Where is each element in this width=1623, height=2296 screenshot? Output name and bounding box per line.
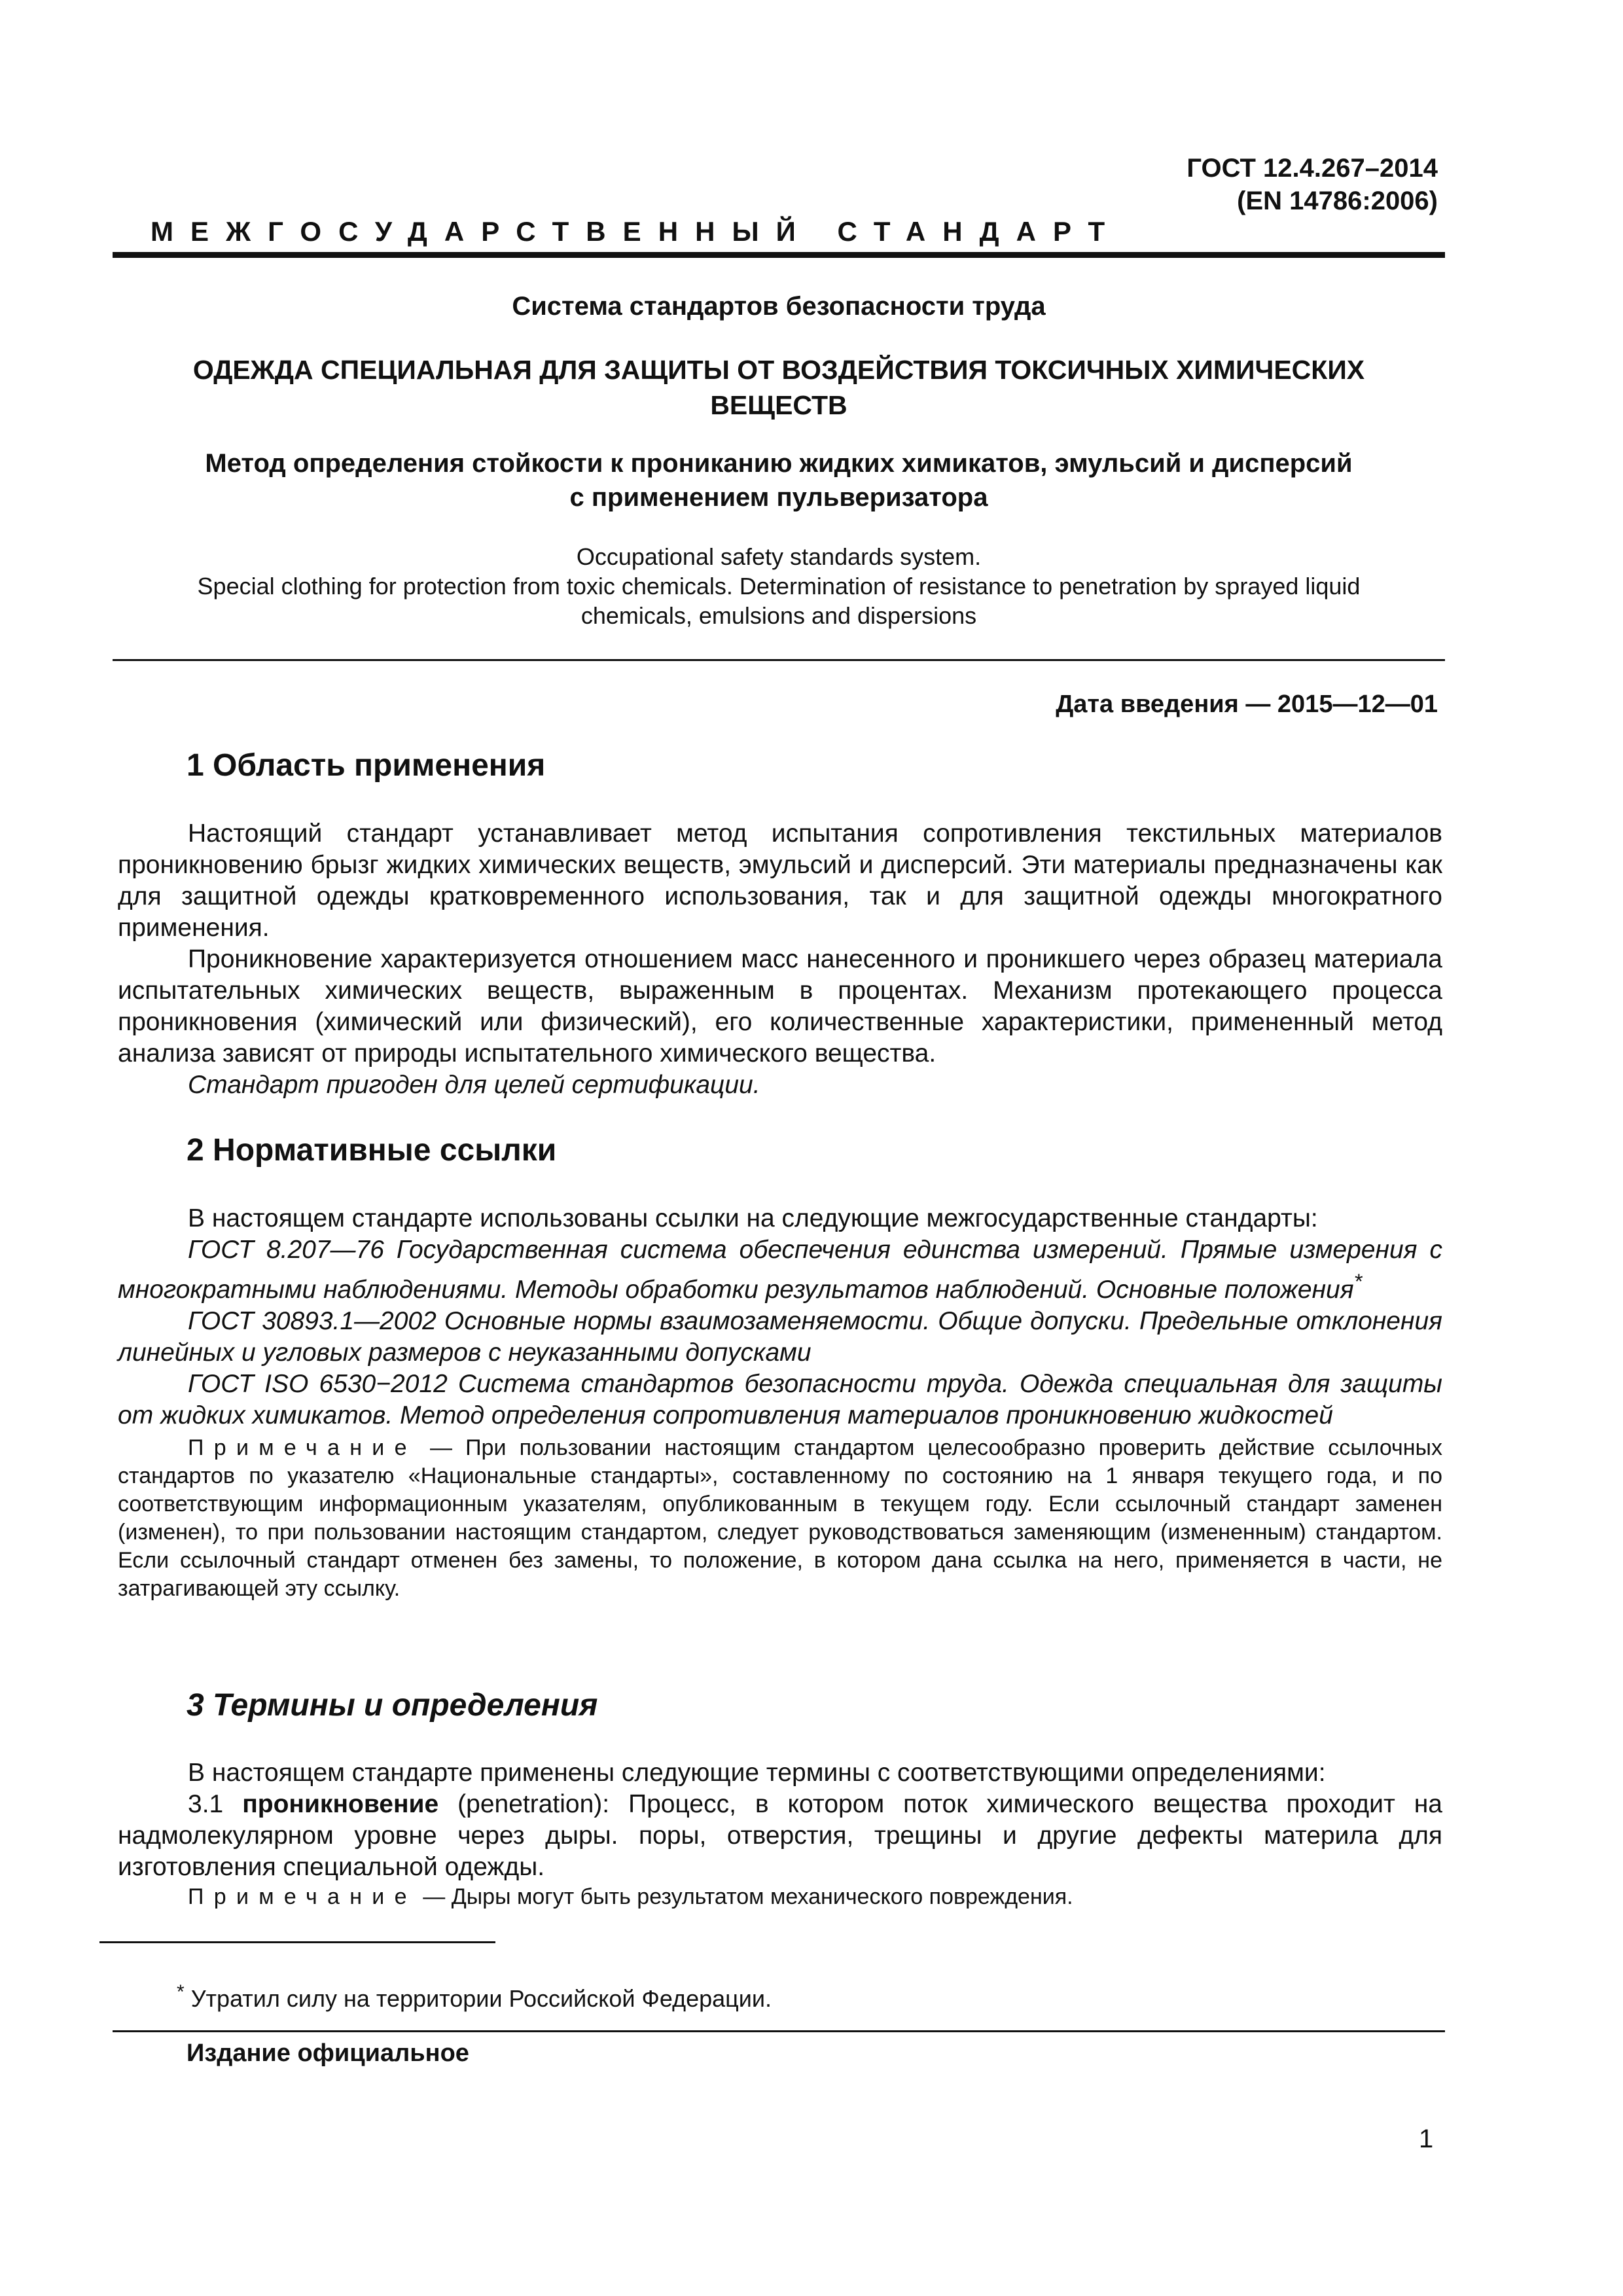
english-title-line3: chemicals, emulsions and dispersions (580, 602, 977, 629)
section-heading-scope: 1 Область применения (187, 748, 546, 783)
scope-paragraph-2: Проникновение характеризуется отношением масс нанесенного и проникшего через образец материала испытательных химических веществ, выраженным в процентах. Механизм протекающего процесса проникновения (химический или физический), его количественные характеристики, примененный метод анализа зависят от природы испытательного химического вещества. (118, 945, 1442, 1067)
title-rule (113, 659, 1445, 661)
english-title-line1: Occupational safety standards system. (576, 543, 982, 570)
document-number: ГОСТ 12.4.267–2014 (1186, 154, 1438, 183)
system-title: Система стандартов безопасности труда (512, 292, 1046, 321)
english-title (113, 542, 1445, 630)
section-scope-body (118, 818, 1442, 1101)
note-label: Примечание (188, 1884, 417, 1909)
footnote-mark: * (177, 1981, 185, 2003)
reference-gost-8-207 (118, 1234, 1442, 1306)
references-intro: В настоящем стандарте использованы ссылки на следующие межгосударственные стандарты: (188, 1204, 1318, 1232)
term-3-1 (118, 1789, 1442, 1883)
method-title-line1: Метод определения стойкости к прониканию жидких химикатов, эмульсий и дисперсий (205, 449, 1353, 478)
section-heading-terms: 3 Термины и определения (187, 1688, 598, 1723)
interstate-standard-banner: МЕЖГОСУДАРСТВЕННЫЙ СТАНДАРТ (151, 216, 1122, 247)
reference-gost-8-207-text: ГОСТ 8.207—76 Государственная система обеспечения единства измерений. Прямые измерения с многократными наблюдениями. Методы обработки результатов наблюдений. Основные положения (118, 1236, 1442, 1304)
document-title-line1: ОДЕЖДА СПЕЦИАЛЬНАЯ ДЛЯ ЗАЩИТЫ ОТ ВОЗДЕЙСТВИЯ ТОКСИЧНЫХ ХИМИЧЕСКИХ (192, 355, 1365, 385)
en-standard-number: (EN 14786:2006) (1237, 187, 1438, 215)
reference-gost-iso-6530: ГОСТ ISO 6530−2012 Система стандартов безопасности труда. Одежда специальная для защиты от жидких химикатов. Метод определения сопротивления материалов проникновению жидкостей (118, 1370, 1442, 1429)
term-number: 3.1 (188, 1790, 243, 1818)
note-label: Примечание (188, 1435, 417, 1460)
section-terms-body (118, 1757, 1442, 1911)
official-edition-label: Издание официальное (187, 2039, 469, 2067)
section-references-body (118, 1203, 1442, 1603)
document-title-line2: ВЕЩЕСТВ (710, 390, 847, 420)
section-heading-references: 2 Нормативные ссылки (187, 1133, 557, 1168)
footnote-text: Утратил силу на территории Российской Федерации. (184, 1985, 772, 2012)
english-title-line2: Special clothing for protection from toxic chemicals. Determination of resistance to penetration by sprayed liquid (197, 573, 1361, 600)
footnote (177, 1978, 772, 2013)
term-definition: (penetration): Процесс, в котором поток химического вещества проходит на надмолекулярном уровне через дыры. поры, отверстия, трещины и другие дефекты материла для изготовления специальной одежды. (118, 1790, 1442, 1881)
note-text: — Дыры могут быть результатом механического повреждения. (416, 1884, 1073, 1909)
scope-paragraph-3: Стандарт пригоден для целей сертификации. (188, 1071, 760, 1099)
edition-rule (113, 2030, 1445, 2032)
references-note (118, 1434, 1442, 1603)
footnote-rule (99, 1941, 495, 1943)
terms-note (118, 1883, 1442, 1911)
terms-intro: В настоящем стандарте применены следующие термины с соответствующими определениями: (188, 1759, 1326, 1787)
introduction-date: Дата введения — 2015—12—01 (1056, 691, 1438, 718)
method-title (113, 446, 1445, 514)
note-text: — При пользовании настоящим стандартом целесообразно проверить действие ссылочных стандартов по указателю «Национальные стандарты», составленному по состоянию на 1 января текущего года, и по соответствующим информационным указателям, опубликованным в текущем году. Если ссылочный стандарт заменен (изменен), то при пользовании настоящим стандартом, следует руководствоваться заменяющим (измененным) стандартом. Если ссылочный стандарт отменен без замены, то положение, в котором дана ссылка на него, применяется в части, не затрагивающей эту ссылку. (118, 1435, 1442, 1601)
term-name: проникновение (242, 1790, 439, 1818)
scope-paragraph-1: Настоящий стандарт устанавливает метод испытания сопротивления текстильных материалов проникновению брызг жидких химических веществ, эмульсий и дисперсий. Эти материалы предназначены как для защитной одежды кратковременного использования, так и для защитной одежды многократного применения. (118, 819, 1442, 942)
method-title-line2: с применением пульверизатора (569, 483, 988, 512)
document-title (113, 352, 1445, 423)
page-number: 1 (1419, 2125, 1434, 2153)
footnote-mark: * (1353, 1270, 1363, 1293)
reference-gost-30893: ГОСТ 30893.1—2002 Основные нормы взаимозаменяемости. Общие допуски. Предельные отклонения линейных и угловых размеров с неуказанными допусками (118, 1307, 1442, 1367)
header-rule (113, 252, 1445, 258)
